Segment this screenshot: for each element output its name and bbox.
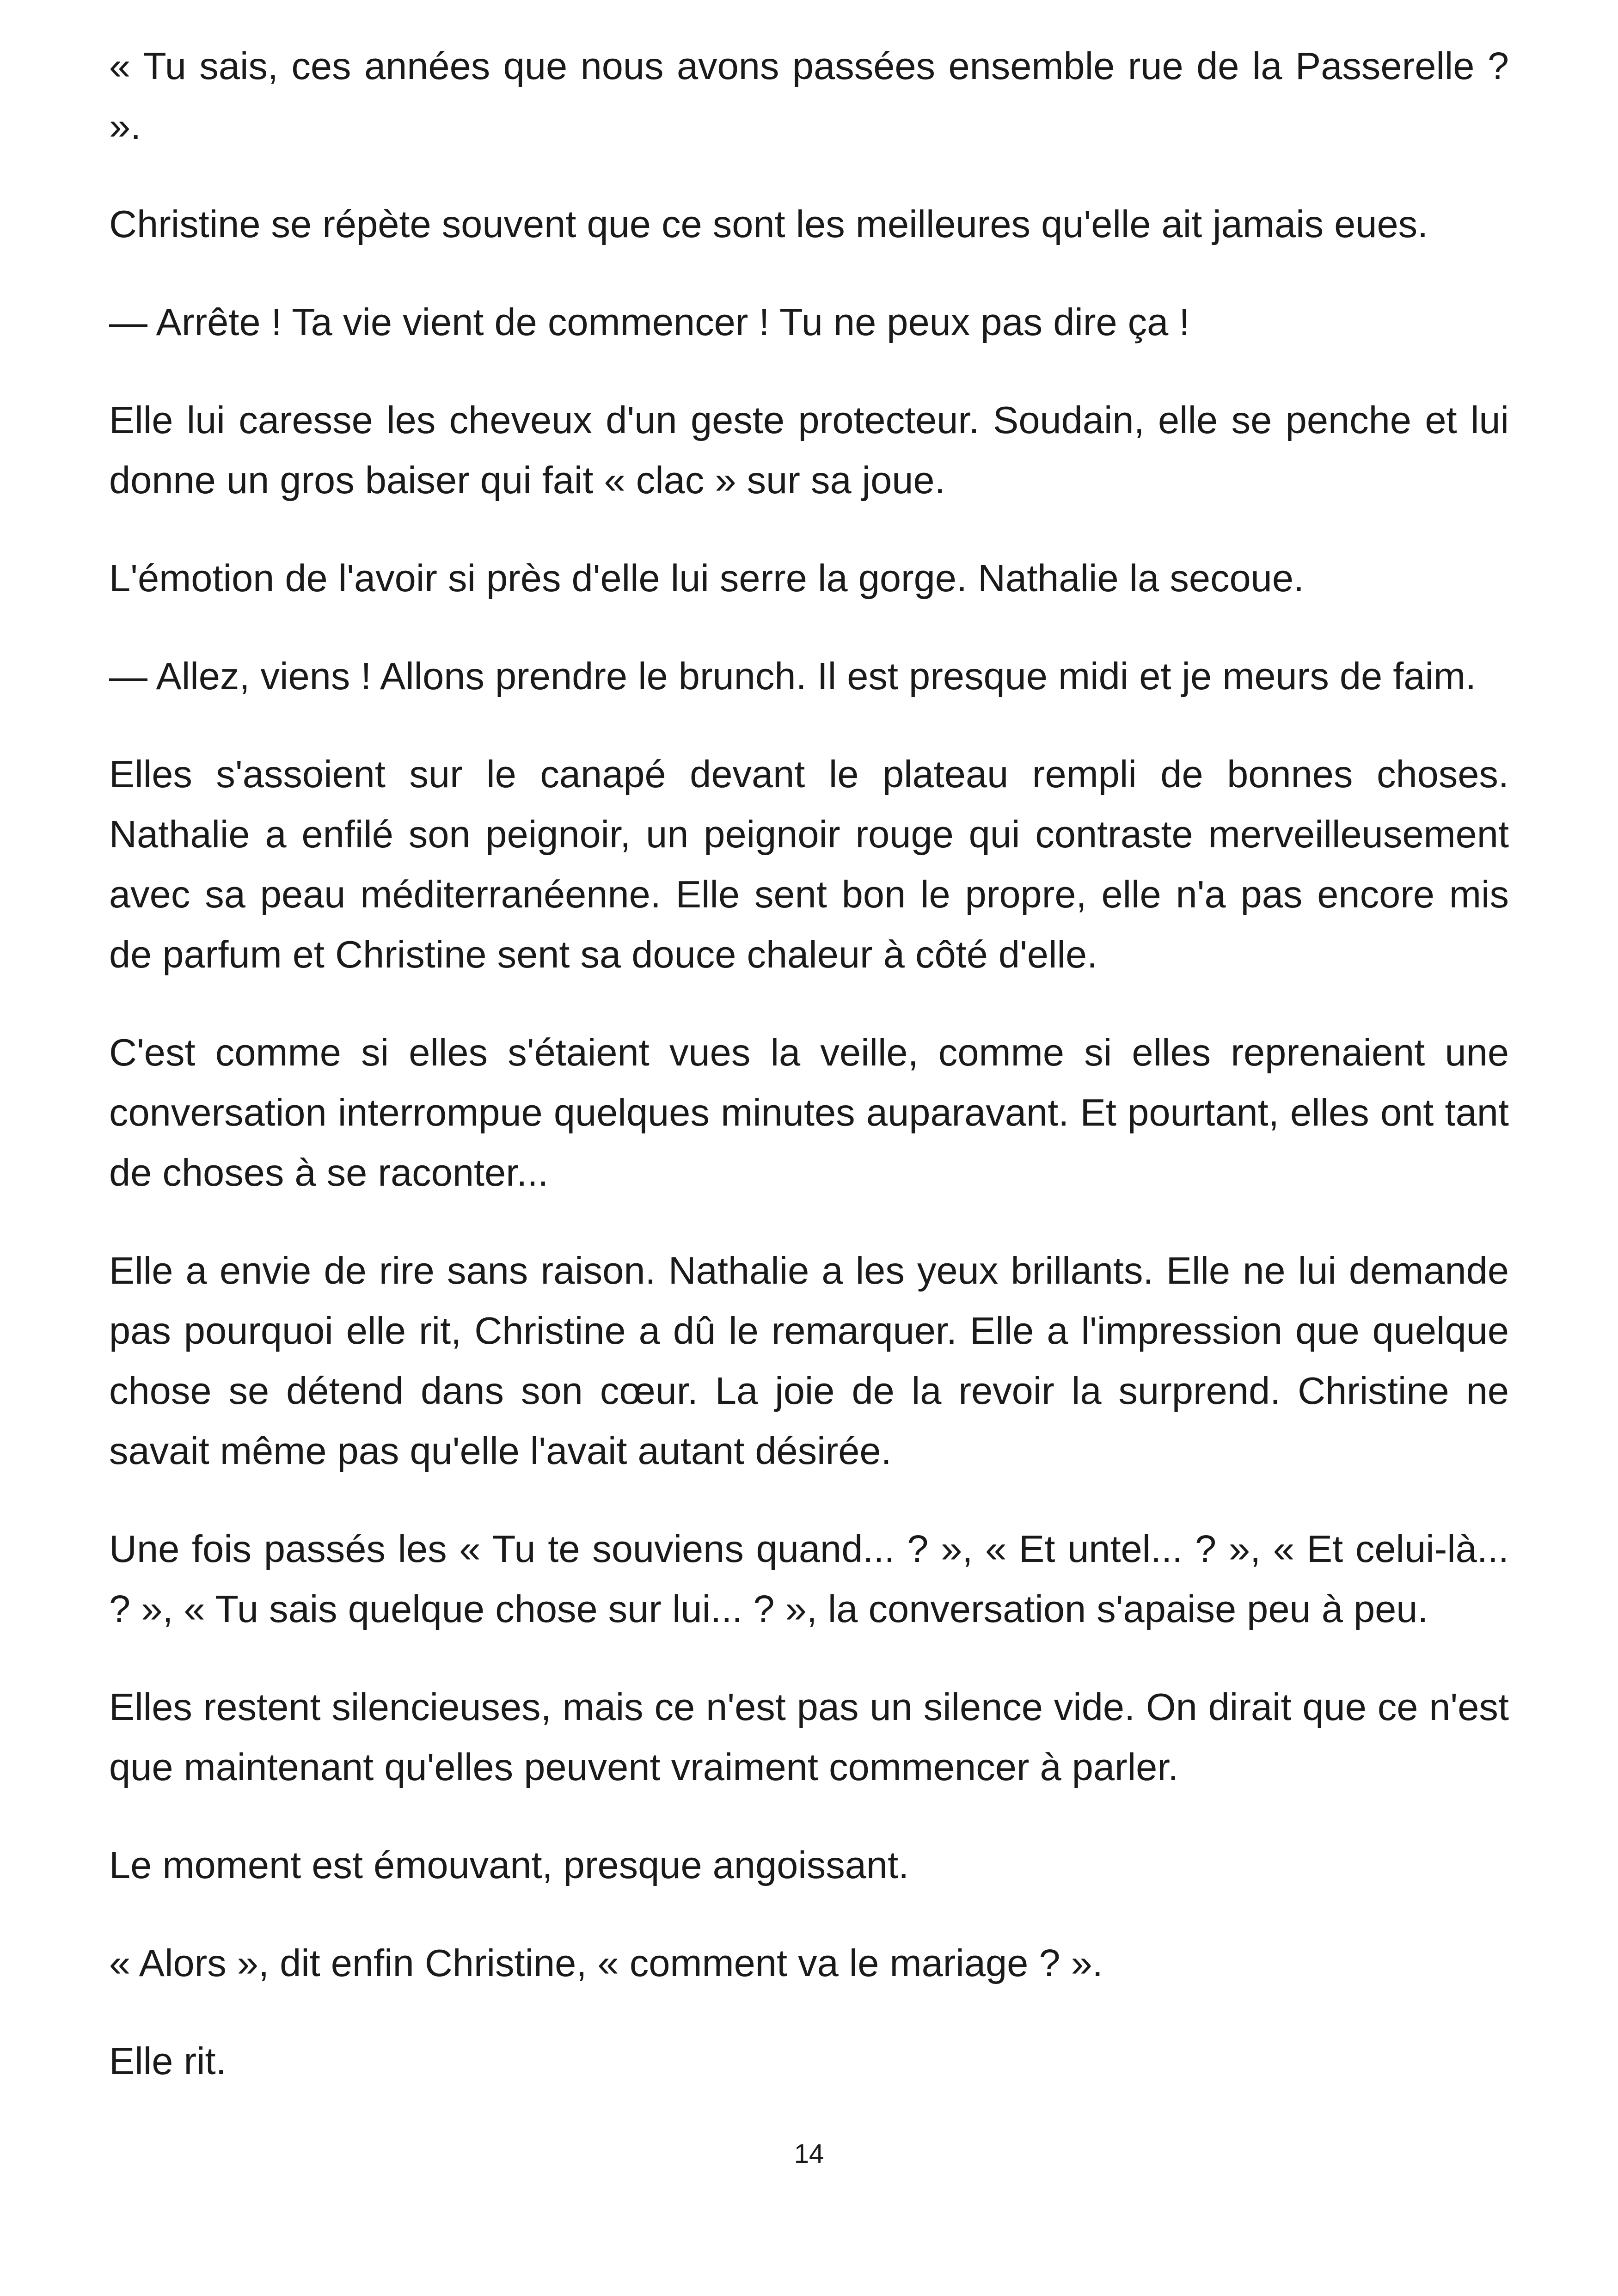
paragraph-5: L'émotion de l'avoir si près d'elle lui serre la gorge. Nathalie la secoue.	[109, 557, 1305, 600]
paragraph-8: C'est comme si elles s'étaient vues la veille, comme si elles reprenaient une conversation interrompue quelques minutes auparavant. Et pourtant, elles ont tant de choses à se raconter...	[109, 1031, 1509, 1194]
paragraph-10: Une fois passés les « Tu te souviens quand... ? », « Et untel... ? », « Et celui-là... ? », « Tu sais quelque chose sur lui... ? », la conversation s'apaise peu à peu.	[109, 1527, 1509, 1630]
paragraph-6: — Allez, viens ! Allons prendre le brunch. Il est presque midi et je meurs de faim.	[109, 655, 1477, 698]
body-text	[109, 36, 1509, 2129]
paragraph-1: « Tu sais, ces années que nous avons passées ensemble rue de la Passerelle ? ».	[109, 44, 1509, 147]
paragraph-14: Elle rit.	[109, 2039, 227, 2082]
paragraph-2: Christine se répète souvent que ce sont les meilleures qu'elle ait jamais eues.	[109, 202, 1428, 245]
paragraph-13: « Alors », dit enfin Christine, « comment va le mariage ? ».	[109, 1941, 1103, 1984]
paragraph-4: Elle lui caresse les cheveux d'un geste protecteur. Soudain, elle se penche et lui donne un gros baiser qui fait « clac » sur sa joue.	[109, 398, 1509, 502]
page-number: 14	[794, 2139, 824, 2169]
paragraph-11: Elles restent silencieuses, mais ce n'est pas un silence vide. On dirait que ce n'est que maintenant qu'elles peuvent vraiment commencer à parler.	[109, 1685, 1509, 1788]
paragraph-3: — Arrête ! Ta vie vient de commencer ! Tu ne peux pas dire ça !	[109, 300, 1190, 343]
paragraph-12: Le moment est émouvant, presque angoissant.	[109, 1843, 909, 1886]
paragraph-7: Elles s'assoient sur le canapé devant le plateau rempli de bonnes choses. Nathalie a enfilé son peignoir, un peignoir rouge qui contraste merveilleusement avec sa peau méditerranéenne. Elle sent bon le propre, elle n'a pas encore mis de parfum et Christine sent sa douce chaleur à côté d'elle.	[109, 753, 1509, 976]
paragraph-9: Elle a envie de rire sans raison. Nathalie a les yeux brillants. Elle ne lui demande pas pourquoi elle rit, Christine a dû le remarquer. Elle a l'impression que quelque chose se détend dans son cœur. La joie de la revoir la surprend. Christine ne savait même pas qu'elle l'avait autant désirée.	[109, 1249, 1509, 1472]
